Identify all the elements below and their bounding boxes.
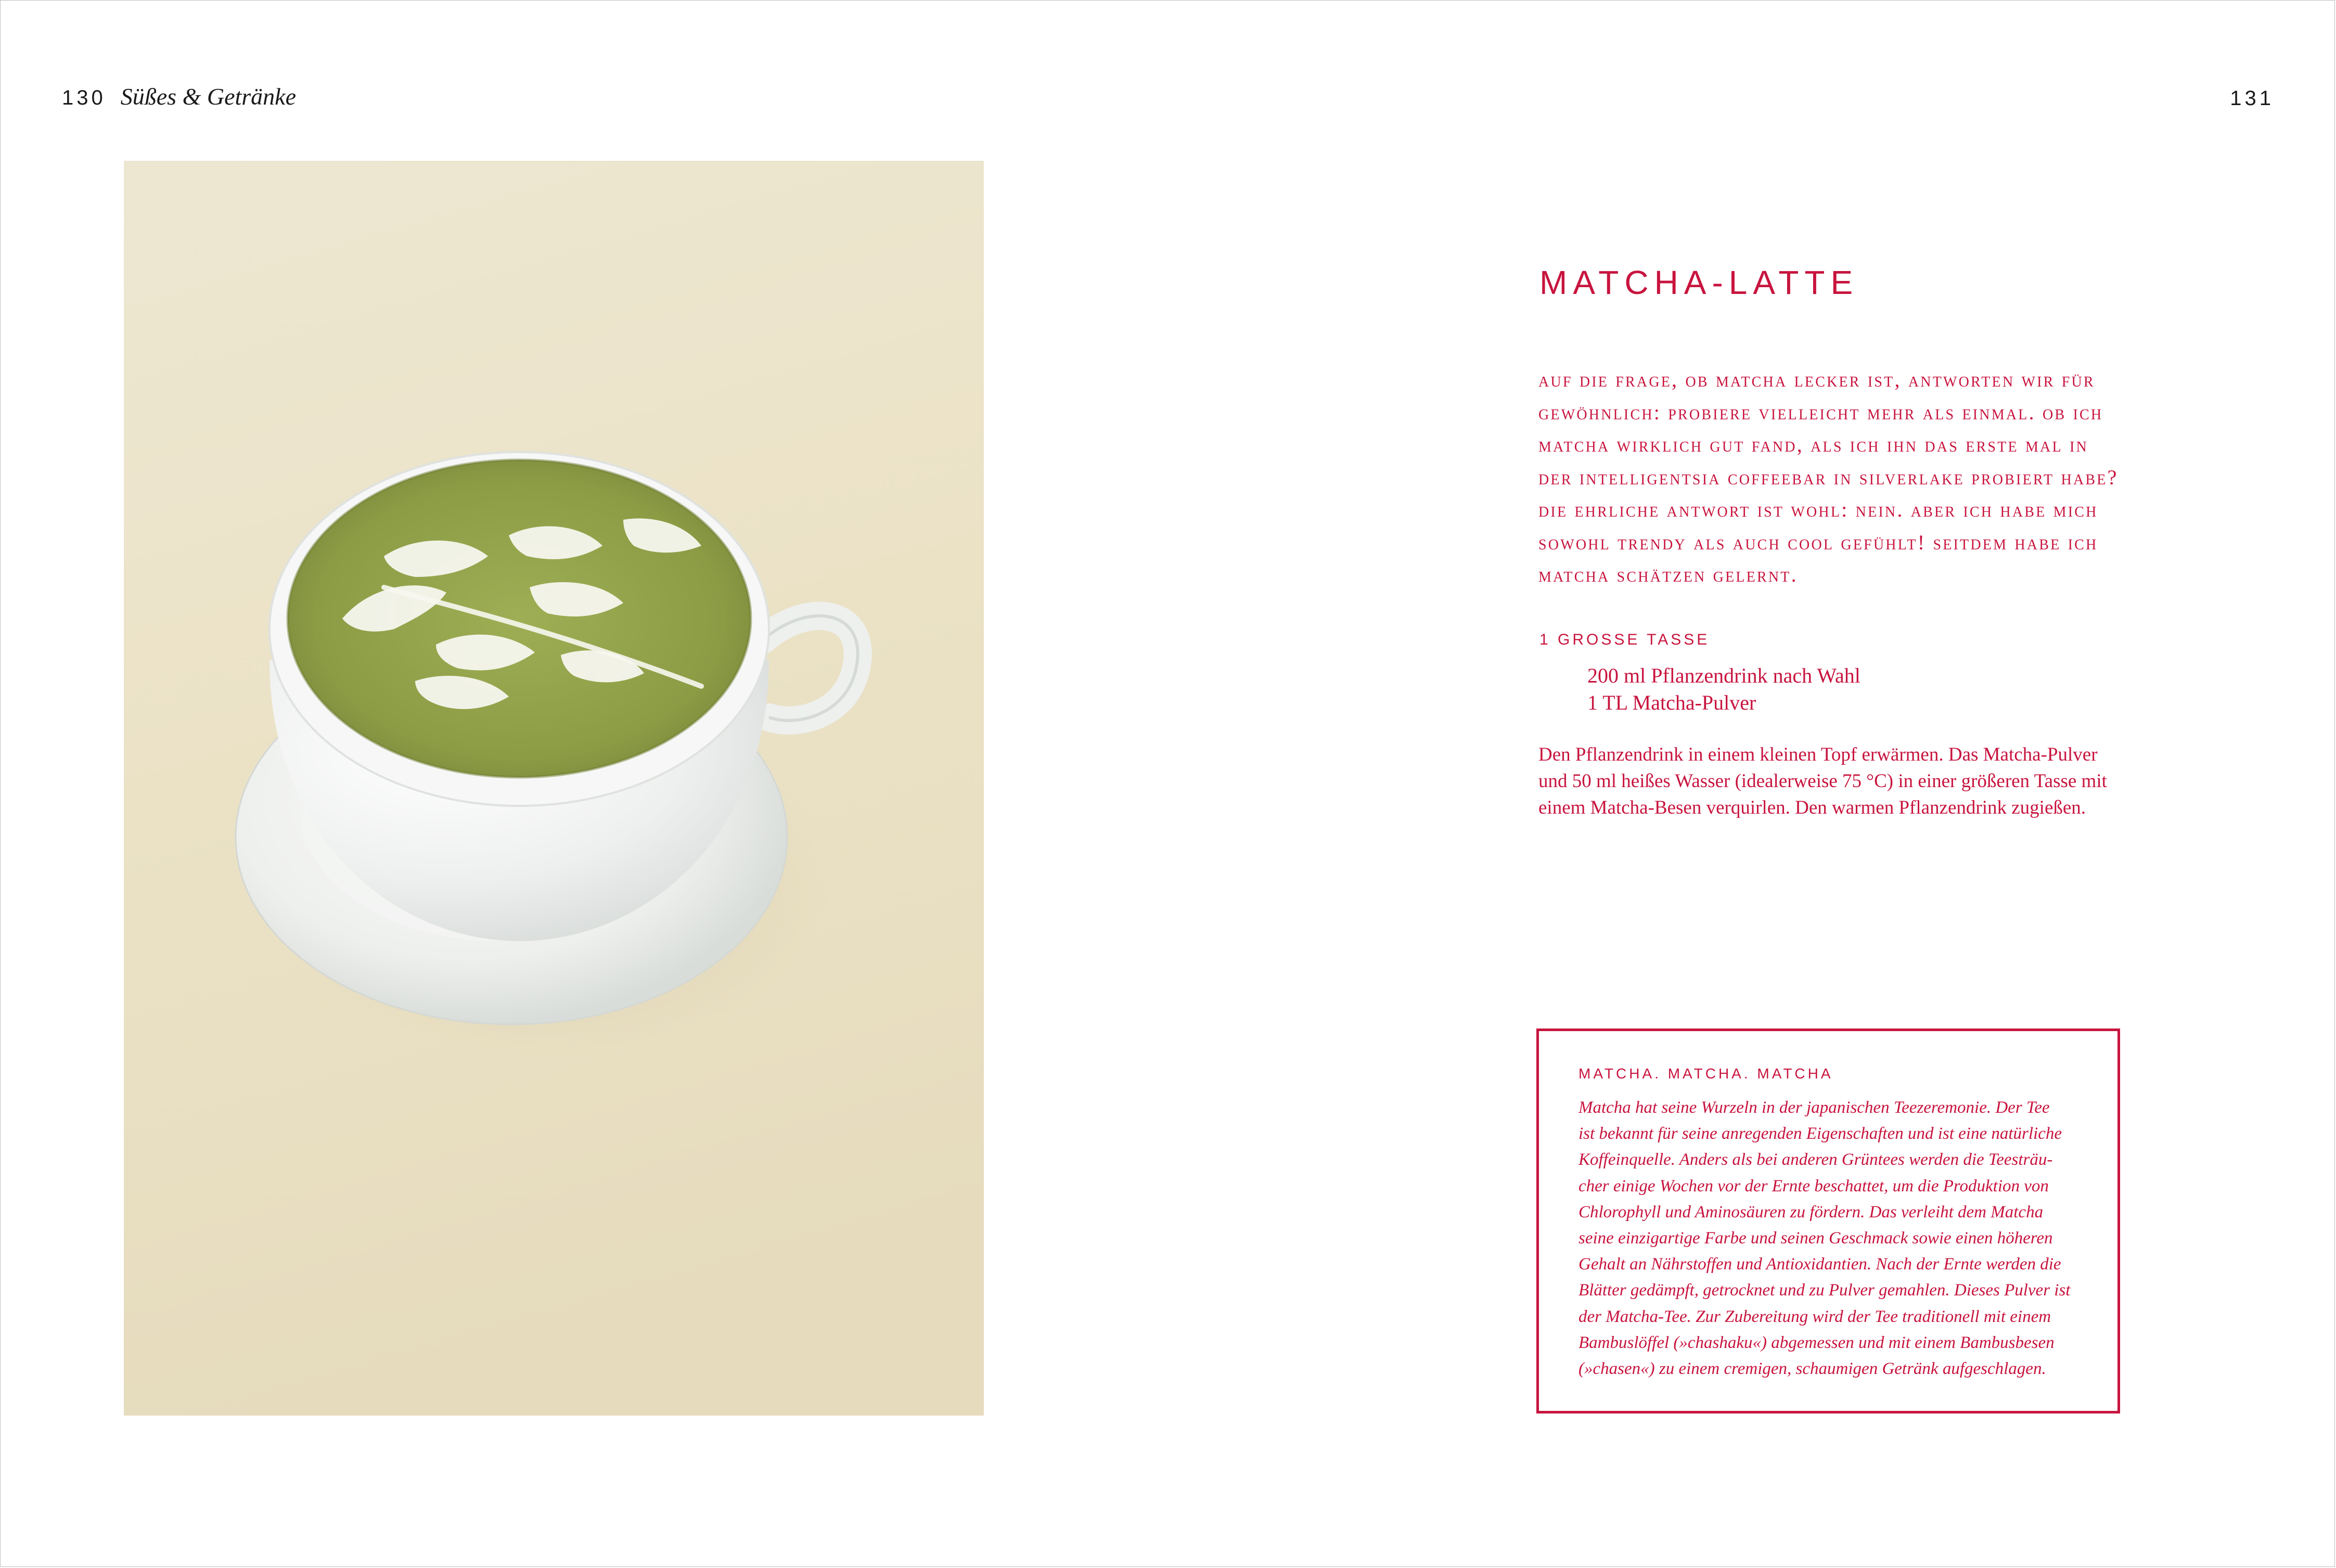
info-box-line: Gehalt an Nährstoffen und Antioxidantien. Nach der Ernte werden die	[1578, 1255, 2061, 1274]
recipe-title: MATCHA-LATTE	[1539, 263, 1859, 301]
ingredient-item: 200 ml Pflanzendrink nach Wahl	[1587, 664, 1860, 687]
photo-illustration	[124, 161, 984, 1416]
recipe-method	[1538, 741, 2225, 821]
info-box-line: Bambuslöffel (»chashaku«) abgemessen und mit einem Bambusbesen	[1578, 1333, 2055, 1352]
intro-line: auf die frage, ob matcha lecker ist, antworten wir für	[1538, 368, 2095, 391]
intro-line: sowohl trendy als auch cool gefühlt! seitdem habe ich	[1538, 530, 2098, 554]
info-box-line: Matcha hat seine Wurzeln in der japanischen Teezeremonie. Der Tee	[1578, 1098, 2050, 1117]
intro-line: matcha wirklich gut fand, als ich ihn das erste mal in	[1538, 433, 2088, 456]
info-box-line: seine einzigartige Farbe und seinen Geschmack sowie einen höheren	[1578, 1229, 2053, 1248]
left-page-number: 130	[62, 86, 106, 109]
recipe-intro	[1538, 364, 2215, 592]
info-box-line: Blätter gedämpft, getrocknet und zu Pulver gemahlen. Dieses Pulver ist	[1578, 1281, 2071, 1300]
ingredient-item: 1 TL Matcha-Pulver	[1587, 691, 1756, 714]
info-box-line: ist bekannt für seine anregenden Eigenschaften und ist eine natürliche	[1578, 1124, 2062, 1143]
info-box-line: Chlorophyll und Aminosäuren zu fördern. Das verleiht dem Matcha	[1578, 1202, 2044, 1222]
intro-line: der intelligentsia coffeebar in silverlake probiert habe?	[1538, 465, 2119, 489]
info-box-line: cher einige Wochen vor der Ernte beschattet, um die Produktion von	[1578, 1176, 2049, 1196]
section-title: Süßes & Getränke	[120, 83, 297, 110]
ingredient-list	[1587, 662, 1860, 716]
method-line: und 50 ml heißes Wasser (idealerweise 75 °C) in einer größeren Tasse mit	[1538, 770, 2107, 792]
servings-label: 1 GROSSE TASSE	[1539, 631, 1710, 648]
method-line: einem Matcha-Besen verquirlen. Den warmen Pflanzendrink zugießen.	[1538, 797, 2086, 818]
info-box-line: (»chasen«) zu einem cremigen, schaumigen Getränk aufgeschlagen.	[1578, 1359, 2046, 1379]
intro-line: gewöhnlich: probiere vielleicht mehr als einmal. ob ich	[1538, 400, 2103, 424]
info-box-line: Koffeinquelle. Anders als bei anderen Grüntees werden die Teesträu-	[1578, 1150, 2053, 1169]
method-line: Den Pflanzendrink in einem kleinen Topf erwärmen. Das Matcha-Pulver	[1538, 744, 2098, 765]
left-folio	[62, 83, 296, 114]
right-page-number: 131	[2230, 87, 2274, 110]
info-box-text	[1578, 1095, 2099, 1382]
matcha-latte-photo	[124, 161, 984, 1416]
info-box	[1536, 1029, 2120, 1413]
intro-line: die ehrliche antwort ist wohl: nein. aber ich habe mich	[1538, 498, 2098, 521]
info-box-line: der Matcha-Tee. Zur Zubereitung wird der Tee traditionell mit einem	[1578, 1307, 2051, 1326]
intro-line: matcha schätzen gelernt.	[1538, 563, 1798, 586]
info-box-title: MATCHA. MATCHA. MATCHA	[1578, 1065, 1833, 1082]
